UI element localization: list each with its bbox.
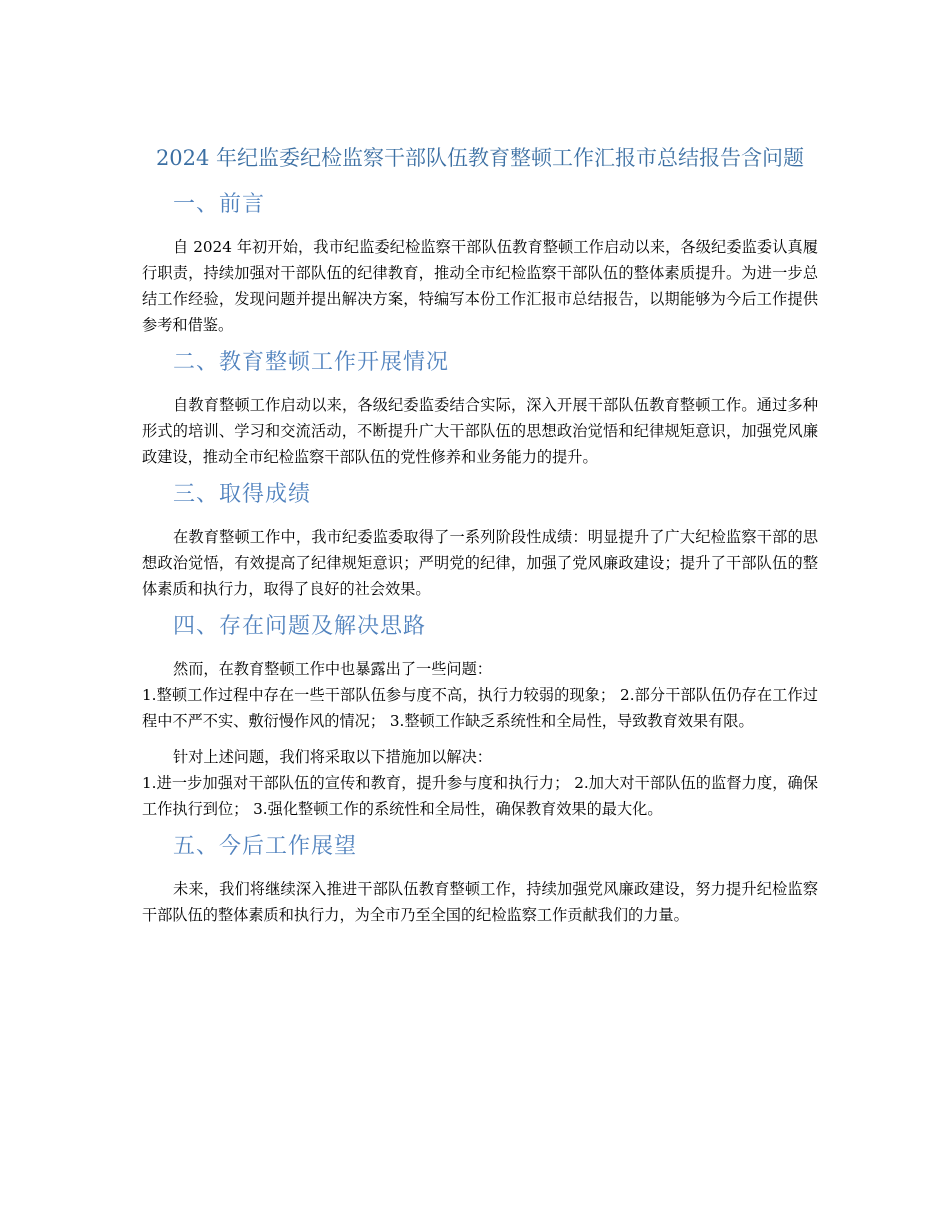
- measures-list: 1.进一步加强对干部队伍的宣传和教育，提升参与度和执行力； 2.加大对干部队伍的监督力度，确保工作执行到位； 3.强化整顿工作的系统性和全局性，确保教育效果的最大化。: [142, 774, 818, 818]
- section-paragraph-achievements: 在教育整顿工作中，我市纪委监委取得了一系列阶段性成绩：明显提升了广大纪检监察干部的思想政治觉悟，有效提高了纪律规矩意识；严明党的纪律，加强了党风廉政建设；提升了干部队伍的整体素质和执行力，取得了良好的社会效果。: [142, 528, 818, 598]
- section-paragraph-progress: 自教育整顿工作启动以来，各级纪委监委结合实际，深入开展干部队伍教育整顿工作。通过多种形式的培训、学习和交流活动，不断提升广大干部队伍的思想政治觉悟和纪律规矩意识，加强党风廉政建设，推动全市纪检监察干部队伍的党性修养和业务能力的提升。: [142, 396, 818, 466]
- section-heading-progress: 二、教育整顿工作开展情况: [173, 350, 450, 375]
- section-paragraph-outlook: 未来，我们将继续深入推进干部队伍教育整顿工作，持续加强党风廉政建设，努力提升纪检监察干部队伍的整体素质和执行力，为全市乃至全国的纪检监察工作贡献我们的力量。: [142, 880, 818, 924]
- measures-intro: 针对上述问题，我们将采取以下措施加以解决：: [173, 748, 492, 766]
- section-heading-achievements: 三、取得成绩: [173, 482, 312, 507]
- document-title: 2024 年纪监委纪检监察干部队伍教育整顿工作汇报市总结报告含问题: [155, 146, 805, 170]
- section-paragraph-preface: 自 2024 年初开始，我市纪监委纪检监察干部队伍教育整顿工作启动以来，各级纪委监委认真履行职责，持续加强对干部队伍的纪律教育，推动全市纪检监察干部队伍的整体素质提升。为进一步总结工作经验，发现问题并提出解决方案，特编写本份工作汇报市总结报告，以期能够为今后工作提供参考和借鉴。: [142, 238, 818, 334]
- section-heading-problems: 四、存在问题及解决思路: [173, 614, 427, 639]
- document-page: [142, 143, 818, 938]
- section-heading-preface: 一、前言: [173, 192, 266, 217]
- problems-intro: 然而，在教育整顿工作中也暴露出了一些问题：: [173, 660, 492, 678]
- section-heading-outlook: 五、今后工作展望: [173, 834, 358, 859]
- problems-list: 1.整顿工作过程中存在一些干部队伍参与度不高，执行力较弱的现象； 2.部分干部队伍仍存在工作过程中不严不实、敷衍慢作风的情况； 3.整顿工作缺乏系统性和全局性，导致教育效果有限。: [142, 686, 818, 730]
